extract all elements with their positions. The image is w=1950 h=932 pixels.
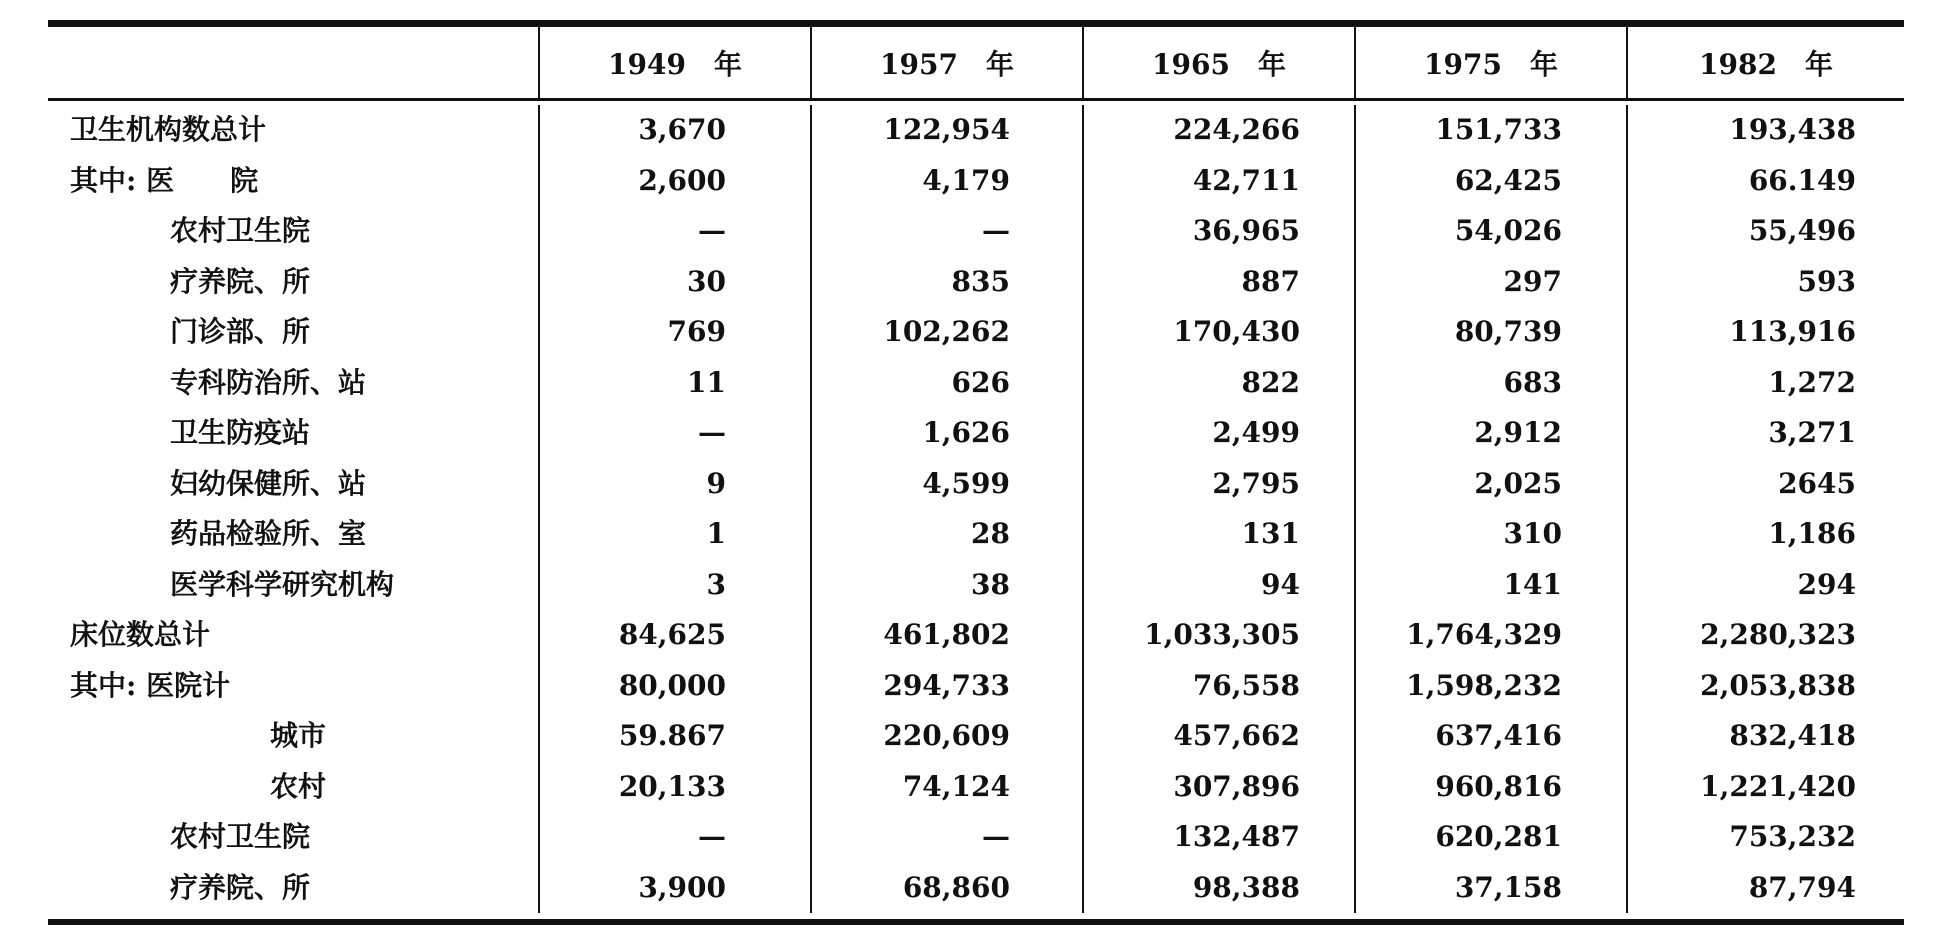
table-cell: 80,000 xyxy=(538,661,810,712)
table-cell: 1 xyxy=(538,509,810,560)
row-label-maternal-child-health-stations: 妇幼保健所、站 xyxy=(170,466,367,500)
table-cell: 9 xyxy=(538,459,810,510)
row-label-specialized-prevention-stations: 专科防治所、站 xyxy=(170,365,367,399)
table-cell: 2,795 xyxy=(1082,459,1354,510)
table-cell: 224,266 xyxy=(1082,105,1354,156)
table-cell: 1,764,329 xyxy=(1354,610,1626,661)
table-cell: 20,133 xyxy=(538,762,810,813)
statistics-table xyxy=(48,20,1904,925)
table-cell: 113,916 xyxy=(1626,307,1904,358)
table-cell: 310 xyxy=(1354,509,1626,560)
table-cell: 30 xyxy=(538,257,810,308)
table-cell: 59.867 xyxy=(538,711,810,762)
table-cell: 2,499 xyxy=(1082,408,1354,459)
table-cell: 835 xyxy=(810,257,1082,308)
table-cell: 3,670 xyxy=(538,105,810,156)
table-cell: 637,416 xyxy=(1354,711,1626,762)
table-cell: — xyxy=(810,206,1082,257)
table-cell: 122,954 xyxy=(810,105,1082,156)
row-label-rural-health-centers: 农村卫生院 xyxy=(170,214,311,247)
table-cell: 94 xyxy=(1082,560,1354,611)
table-cell: 36,965 xyxy=(1082,206,1354,257)
table-cell: 2,280,323 xyxy=(1626,610,1904,661)
table-cell: 457,662 xyxy=(1082,711,1354,762)
table-body xyxy=(48,101,1904,917)
table-cell: 2,025 xyxy=(1354,459,1626,510)
table-cell: 131 xyxy=(1082,509,1354,560)
table-cell: 87,794 xyxy=(1626,863,1904,914)
table-cell: — xyxy=(538,408,810,459)
table-cell: 294,733 xyxy=(810,661,1082,712)
row-label-rural: 农村 xyxy=(270,769,327,803)
table-cell: 4,179 xyxy=(810,156,1082,207)
table-bottom-rule xyxy=(48,919,1904,925)
table-cell: 3,271 xyxy=(1626,408,1904,459)
table-cell: 84,625 xyxy=(538,610,810,661)
table-cell: 626 xyxy=(810,358,1082,409)
table-cell: 294 xyxy=(1626,560,1904,611)
table-cell: 102,262 xyxy=(810,307,1082,358)
table-cell: 11 xyxy=(538,358,810,409)
table-cell: 683 xyxy=(1354,358,1626,409)
header-year-1957: 1957 年 xyxy=(810,27,1082,98)
table-cell: 170,430 xyxy=(1082,307,1354,358)
table-cell: 3 xyxy=(538,560,810,611)
table-cell: 1,626 xyxy=(810,408,1082,459)
table-cell: 132,487 xyxy=(1082,812,1354,863)
table-cell: 54,026 xyxy=(1354,206,1626,257)
table-cell: 3,900 xyxy=(538,863,810,914)
table-cell: 2,600 xyxy=(538,156,810,207)
row-label-medical-research-institutions: 医学科学研究机构 xyxy=(170,567,395,601)
table-cell: 76,558 xyxy=(1082,661,1354,712)
header-stub-cell xyxy=(48,27,538,98)
row-label-hospital-beds: 其中: 医院计 xyxy=(70,668,231,702)
row-label-sanatorium-beds: 疗养院、所 xyxy=(170,870,311,904)
table-cell: 887 xyxy=(1082,257,1354,308)
header-year-1949: 1949 年 xyxy=(538,27,810,98)
table-cell: 593 xyxy=(1626,257,1904,308)
row-label-epidemic-prevention-stations: 卫生防疫站 xyxy=(170,416,311,449)
table-cell: 2,912 xyxy=(1354,408,1626,459)
table-cell: — xyxy=(810,812,1082,863)
table-cell: 98,388 xyxy=(1082,863,1354,914)
table-top-rule xyxy=(48,20,1904,27)
row-label-hospitals: 其中: 医 院 xyxy=(70,163,259,197)
table-cell: 141 xyxy=(1354,560,1626,611)
table-cell: 1,221,420 xyxy=(1626,762,1904,813)
table-cell: 28 xyxy=(810,509,1082,560)
table-cell: 960,816 xyxy=(1354,762,1626,813)
table-cell: 769 xyxy=(538,307,810,358)
table-cell: — xyxy=(538,812,810,863)
table-cell: 461,802 xyxy=(810,610,1082,661)
table-cell: 193,438 xyxy=(1626,105,1904,156)
table-cell: 753,232 xyxy=(1626,812,1904,863)
table-cell: 55,496 xyxy=(1626,206,1904,257)
header-year-1982: 1982 年 xyxy=(1626,27,1904,98)
table-cell: 1,598,232 xyxy=(1354,661,1626,712)
table-cell: 1,033,305 xyxy=(1082,610,1354,661)
table-cell: 62,425 xyxy=(1354,156,1626,207)
table-cell: 297 xyxy=(1354,257,1626,308)
table-cell: 822 xyxy=(1082,358,1354,409)
table-cell: 2,053,838 xyxy=(1626,661,1904,712)
table-cell: 307,896 xyxy=(1082,762,1354,813)
row-label-urban: 城市 xyxy=(270,719,327,752)
table-cell: 1,186 xyxy=(1626,509,1904,560)
table-header-row xyxy=(48,27,1904,101)
row-label-rural-health-center-beds: 农村卫生院 xyxy=(170,820,311,853)
table-cell: — xyxy=(538,206,810,257)
table-cell: 38 xyxy=(810,560,1082,611)
row-label-sanatoriums: 疗养院、所 xyxy=(170,264,311,298)
table-cell: 80,739 xyxy=(1354,307,1626,358)
table-cell: 832,418 xyxy=(1626,711,1904,762)
table-cell: 620,281 xyxy=(1354,812,1626,863)
row-label-drug-inspection-labs: 药品检验所、室 xyxy=(170,517,367,550)
row-label-clinics: 门诊部、所 xyxy=(170,315,311,348)
table-cell: 4,599 xyxy=(810,459,1082,510)
row-label-beds-total: 床位数总计 xyxy=(70,618,211,651)
table-cell: 37,158 xyxy=(1354,863,1626,914)
table-cell: 2645 xyxy=(1626,459,1904,510)
table-cell: 220,609 xyxy=(810,711,1082,762)
table-cell: 74,124 xyxy=(810,762,1082,813)
table-cell: 68,860 xyxy=(810,863,1082,914)
table-cell: 66.149 xyxy=(1626,156,1904,207)
row-label-health-institutions-total: 卫生机构数总计 xyxy=(70,113,267,146)
table-cell: 151,733 xyxy=(1354,105,1626,156)
header-year-1975: 1975 年 xyxy=(1354,27,1626,98)
table-cell: 1,272 xyxy=(1626,358,1904,409)
table-cell: 42,711 xyxy=(1082,156,1354,207)
header-year-1965: 1965 年 xyxy=(1082,27,1354,98)
